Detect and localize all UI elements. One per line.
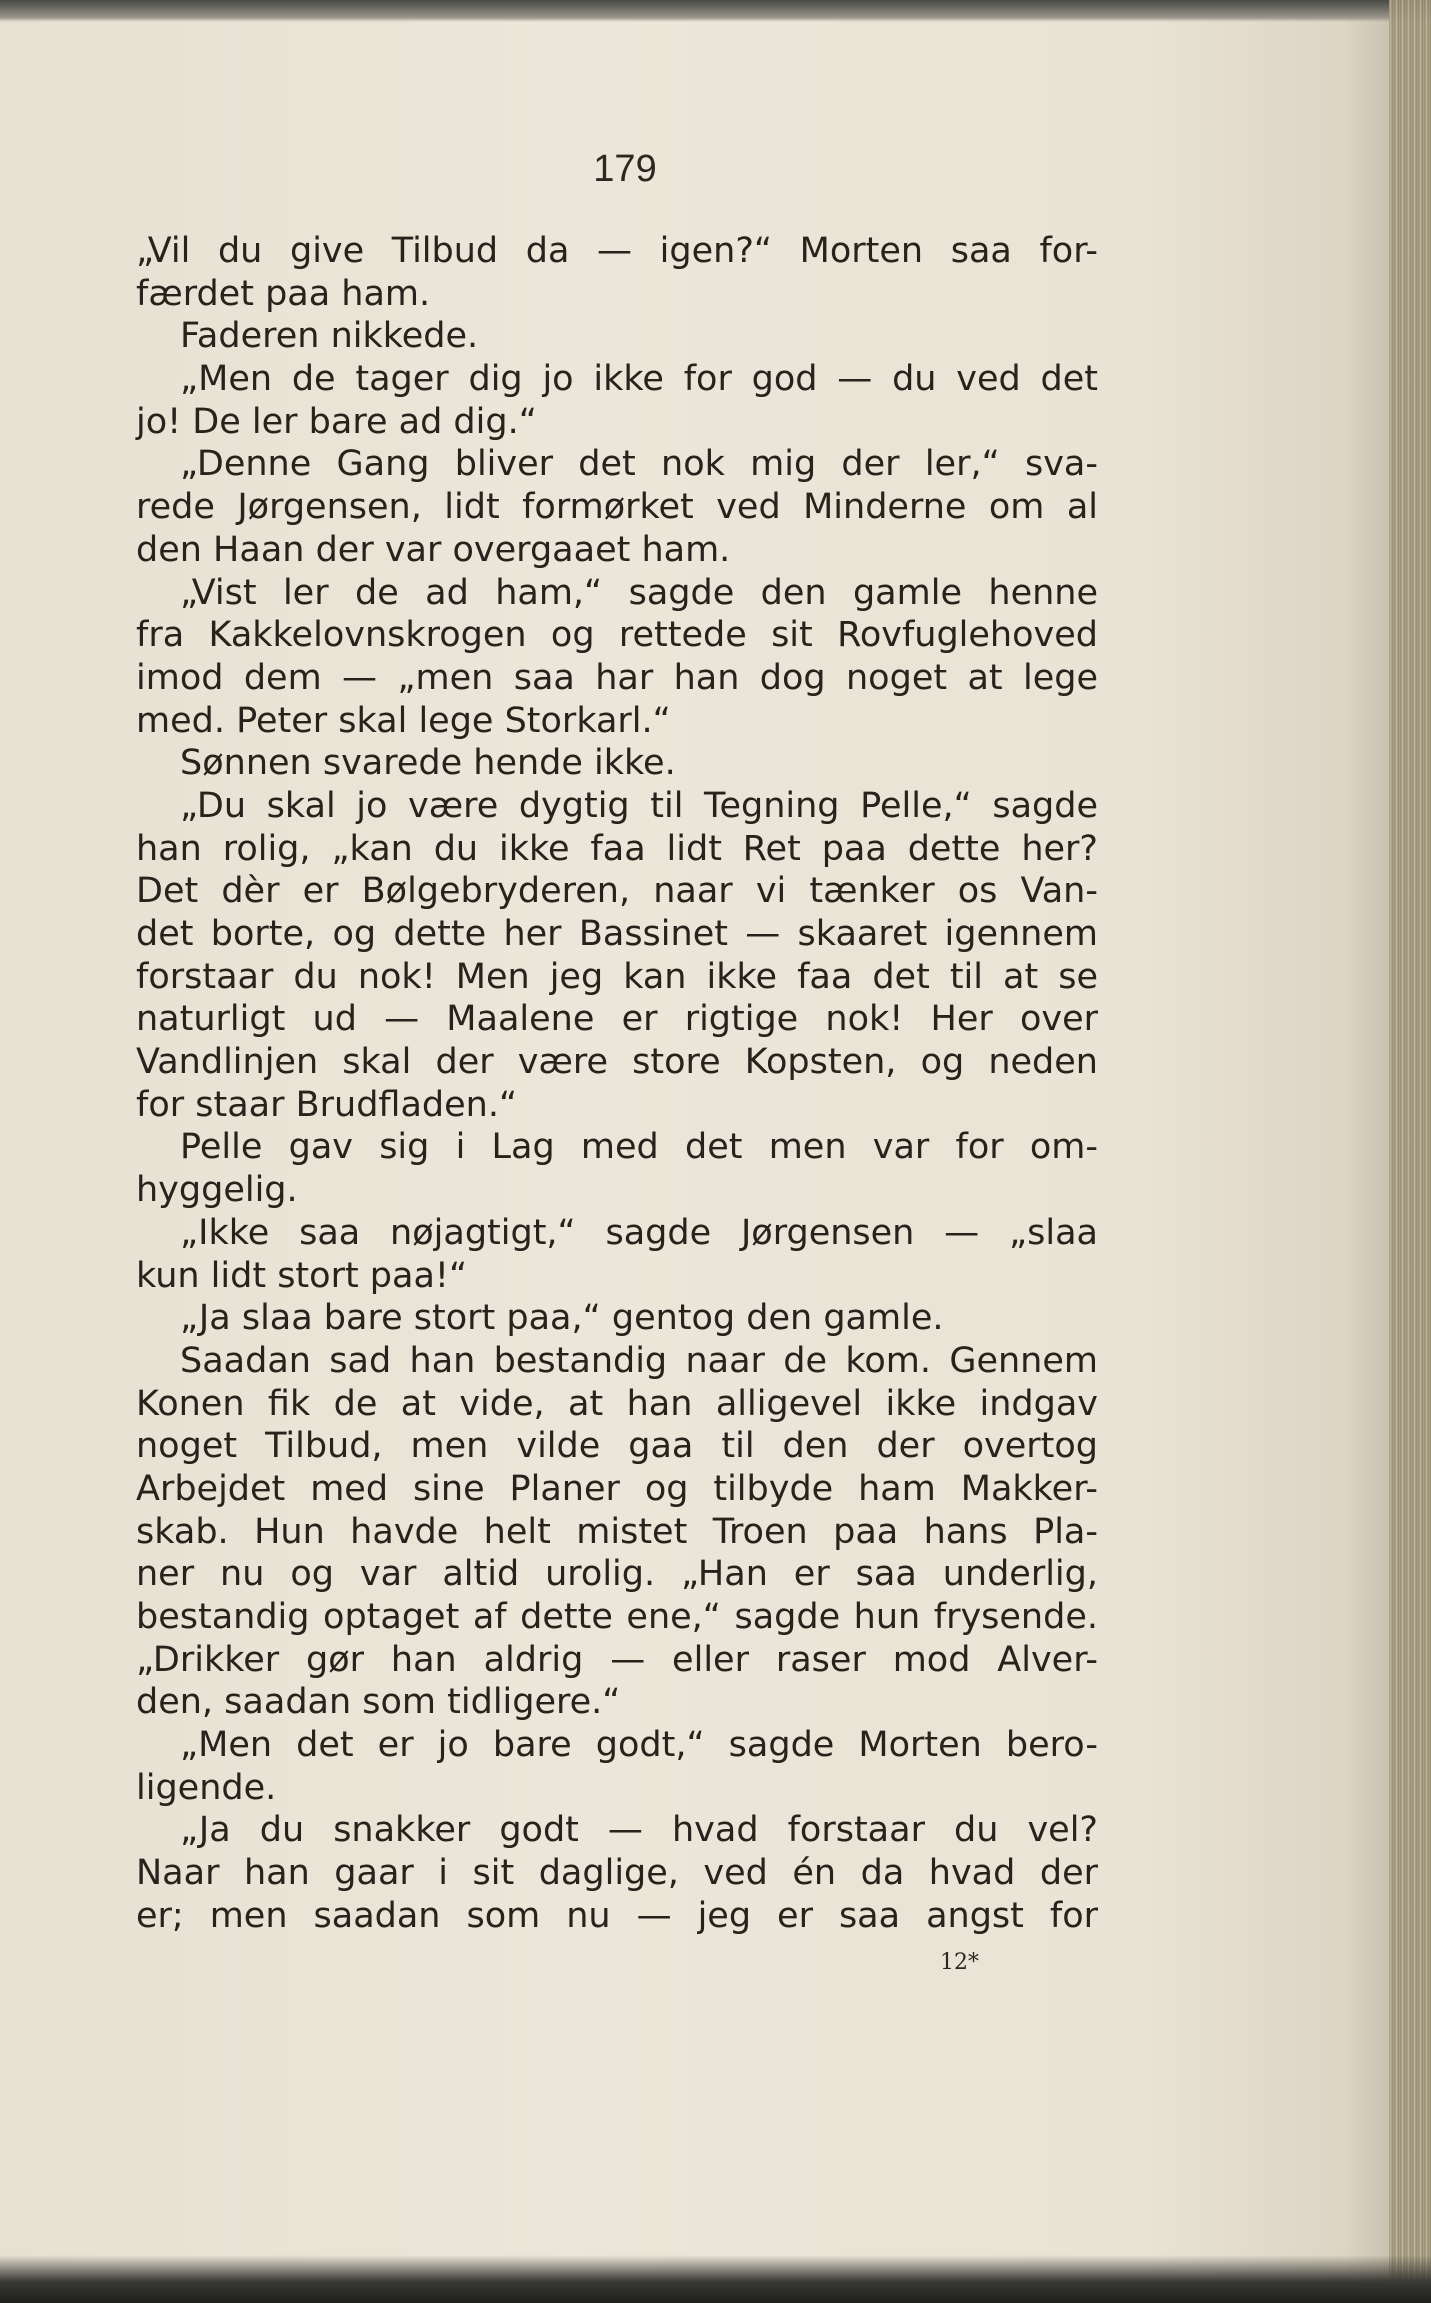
text-line: han rolig, „kan du ikke faa lidt Ret paa dette her? <box>136 828 1098 869</box>
text-line: noget Tilbud, men vilde gaa til den der overtog <box>136 1426 1098 1467</box>
text-line: det borte, og dette her Bassinet — skaaret igennem <box>136 914 1098 954</box>
text-line: fra Kakkelovnskrogen og rettede sit Rovfuglehoved <box>136 615 1098 656</box>
text-line: den, saadan som tidligere.“ <box>136 1682 621 1723</box>
text-line: „Vil du give Tilbud da — igen?“ Morten saa for- <box>136 231 1098 271</box>
text-line: Vandlinjen skal der være store Kopsten, og neden <box>136 1042 1098 1083</box>
text-line: „Ja du snakker godt — hvad forstaar du vel? <box>180 1810 1098 1851</box>
text-line: „Du skal jo være dygtig til Tegning Pelle,“ sagde <box>180 785 1098 826</box>
text-line: rede Jørgensen, lidt formørket ved Minderne om al <box>136 487 1098 528</box>
printer-signature-mark: 12* <box>940 1950 979 1975</box>
text-line: ligende. <box>136 1767 277 1808</box>
text-line: „Men de tager dig jo ikke for god — du ved det <box>180 359 1098 400</box>
text-line: den Haan der var overgaaet ham. <box>136 529 731 570</box>
text-line: Naar han gaar i sit daglige, ved én da hvad der <box>136 1853 1098 1894</box>
text-line: Konen fik de at vide, at han alligevel ikke indgav <box>136 1383 1098 1424</box>
text-line: „Vist ler de ad ham,“ sagde den gamle henne <box>180 572 1098 613</box>
text-line: „Men det er jo bare godt,“ sagde Morten bero- <box>180 1725 1098 1766</box>
text-line: hyggelig. <box>136 1170 298 1211</box>
text-line: jo! De ler bare ad dig.“ <box>136 401 537 442</box>
text-line: „Ikke saa nøjagtigt,“ sagde Jørgensen — „slaa <box>180 1212 1098 1253</box>
text-line: Arbejdet med sine Planer og tilbyde ham Makker- <box>136 1468 1098 1509</box>
page-number: 179 <box>593 148 657 190</box>
text-line: bestandig optaget af dette ene,“ sagde hun frysende. <box>136 1597 1098 1637</box>
text-line: imod dem — „men saa har han dog noget at lege <box>136 657 1098 698</box>
text-line: „Denne Gang bliver det nok mig der ler,“ sva- <box>180 444 1098 485</box>
text-line: med. Peter skal lege Storkarl.“ <box>136 700 671 741</box>
text-line: „Ja slaa bare stort paa,“ gentog den gamle. <box>180 1298 944 1339</box>
page-top-edge <box>0 0 1431 22</box>
text-line: Pelle gav sig i Lag med det men var for om- <box>180 1127 1098 1168</box>
page-right-edge <box>1389 0 1431 2303</box>
text-line: for staar Brudfladen.“ <box>136 1084 518 1125</box>
page-body-text <box>136 230 1098 1938</box>
text-line: forstaar du nok! Men jeg kan ikke faa det til at se <box>136 956 1098 997</box>
text-line: „Drikker gør han aldrig — eller raser mod Alver- <box>136 1639 1098 1680</box>
page-bottom-edge <box>0 2255 1431 2303</box>
text-line: Sønnen svarede hende ikke. <box>180 743 676 784</box>
text-line: er; men saadan som nu — jeg er saa angst for <box>136 1895 1098 1936</box>
text-line: naturligt ud — Maalene er rigtige nok! Her over <box>136 999 1098 1040</box>
text-line: skab. Hun havde helt mistet Troen paa hans Pla- <box>136 1511 1098 1552</box>
text-line: Faderen nikkede. <box>180 316 479 357</box>
text-line: ner nu og var altid urolig. „Han er saa underlig, <box>136 1554 1098 1595</box>
text-line: færdet paa ham. <box>136 273 431 314</box>
text-line: Saadan sad han bestandig naar de kom. Gennem <box>180 1340 1098 1381</box>
text-line: kun lidt stort paa!“ <box>136 1255 468 1296</box>
text-line: Det dèr er Bølgebryderen, naar vi tænker os Van- <box>136 871 1098 912</box>
